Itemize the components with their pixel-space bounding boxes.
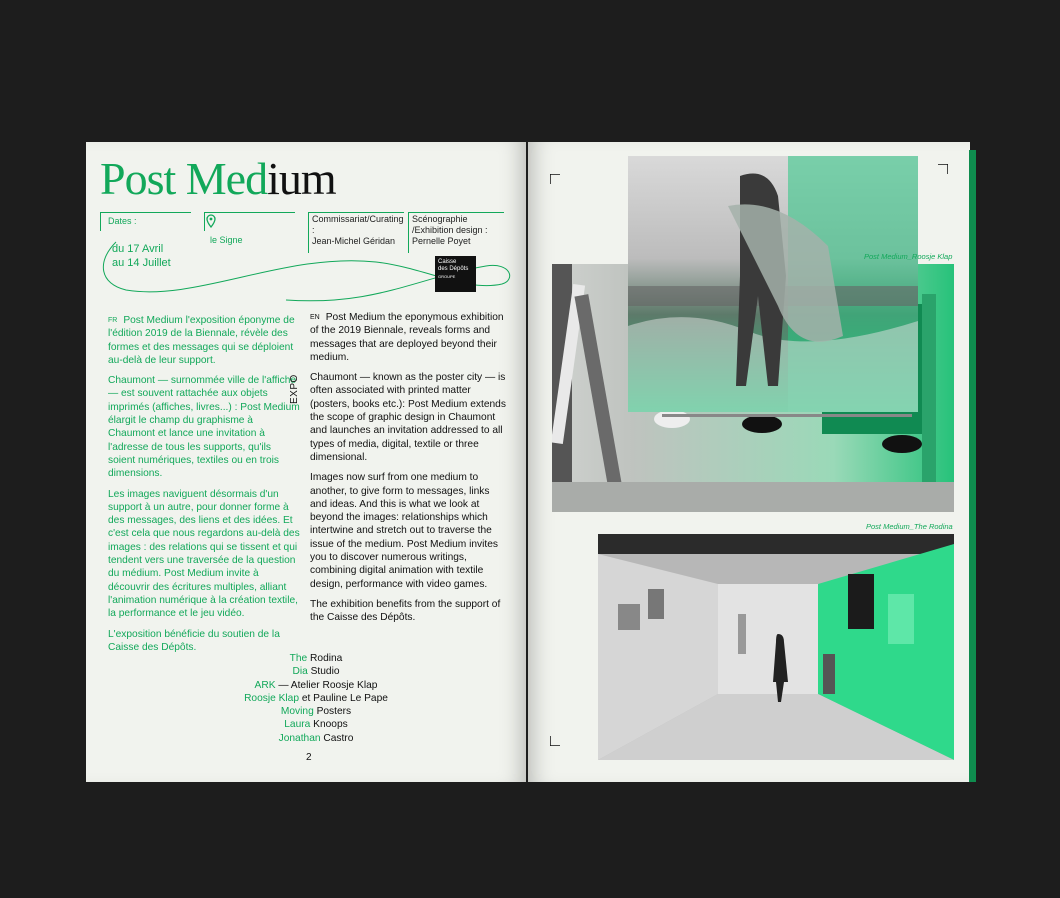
credit-line: Dia Studio [292, 666, 340, 678]
caisse-des-depots-logo: Caisse des Dépôts GROUPE [435, 256, 476, 292]
beach-photo [628, 156, 918, 412]
dates-value: du 17 Avril au 14 Juillet [112, 243, 171, 269]
page-title: Post Medium [100, 153, 336, 204]
expo-label: EXPO [289, 374, 300, 404]
place-label: le Signe [210, 235, 243, 245]
gallery-photo-the-rodina [598, 534, 954, 760]
credit-line: The Rodina [289, 653, 343, 664]
page-number: 2 [306, 752, 312, 763]
right-page [528, 142, 970, 782]
credit-line: Laura Knoops [284, 719, 348, 731]
credit-line: ARK — Atelier Roosje Klap [254, 679, 378, 691]
french-text: FR Post Medium l'exposition éponyme de l'édition 2019 de la Biennale, révèle des formes et des messages qui se déploient au-delà de leur support. Chaumont — surnommée ville de l'affiche — est souvent rattachée aux objets imprimés (affiches, livres...) : Post Medium élargit le champ du graphisme à Chaumont et lance une invitation à l'adresse de tous les supports, qu'ils soient numériques, textiles ou en trois dimensions. Les images naviguent désormais d'un support à un autre, pour donner forme à des messages, des liens et des idées. Et c'est cela que nous regardons au-delà des images : des relations qui se tissent et qui tendent vers une traversée de la question du médium. Post Medium invite à découvrir des écritures multiples, alliant l'animation numérique à la création textile, la performance et le jeu vidéo. L'exposition bénéficie du soutien de la Caisse des Dépôts. [108, 315, 300, 653]
credits-list [216, 652, 416, 745]
caption-bottom: Post Medium_The Rodina [866, 522, 953, 531]
left-page [86, 142, 526, 782]
corner-bracket-icon [550, 174, 560, 184]
credit-line: Roosje Klap et Pauline Le Pape [244, 692, 388, 704]
credit-line: Jonathan Castro [278, 732, 354, 744]
design-info: Scénographie /Exhibition design : Pernelle Poyet [412, 214, 488, 246]
caption-top: Post Medium_Roosje Klap [864, 252, 953, 261]
credit-line: Moving Posters [280, 706, 352, 718]
corner-bracket-icon [550, 736, 560, 746]
dates-label: Dates : [108, 216, 137, 226]
corner-bracket-icon [938, 164, 948, 174]
back-cover-edge [969, 150, 976, 782]
english-text: EN Post Medium the eponymous exhibition of the 2019 Biennale, reveals forms and messages that are deployed beyond their medium. Chaumont — known as the poster city — is often associated with printed matter (posters, books etc.): Post Medium extends the scope of graphic design in Chaumont and launches an invitation addressed to all types of media, digital, textile or three dimensional. Images now surf from one medium to another, to give form to messages, links and ideas. And this is what we look at beyond the images: relationships which intertwine and stretch out to traverse the issue of the medium. Post Medium invites you to discover numerous writings, combining digital animation with textile design, performance with video games. The exhibition benefits from the support of the Caisse des Dépôts. [310, 312, 506, 624]
curating-info: Commissariat/Curating : Jean-Michel Géridan [312, 214, 404, 246]
